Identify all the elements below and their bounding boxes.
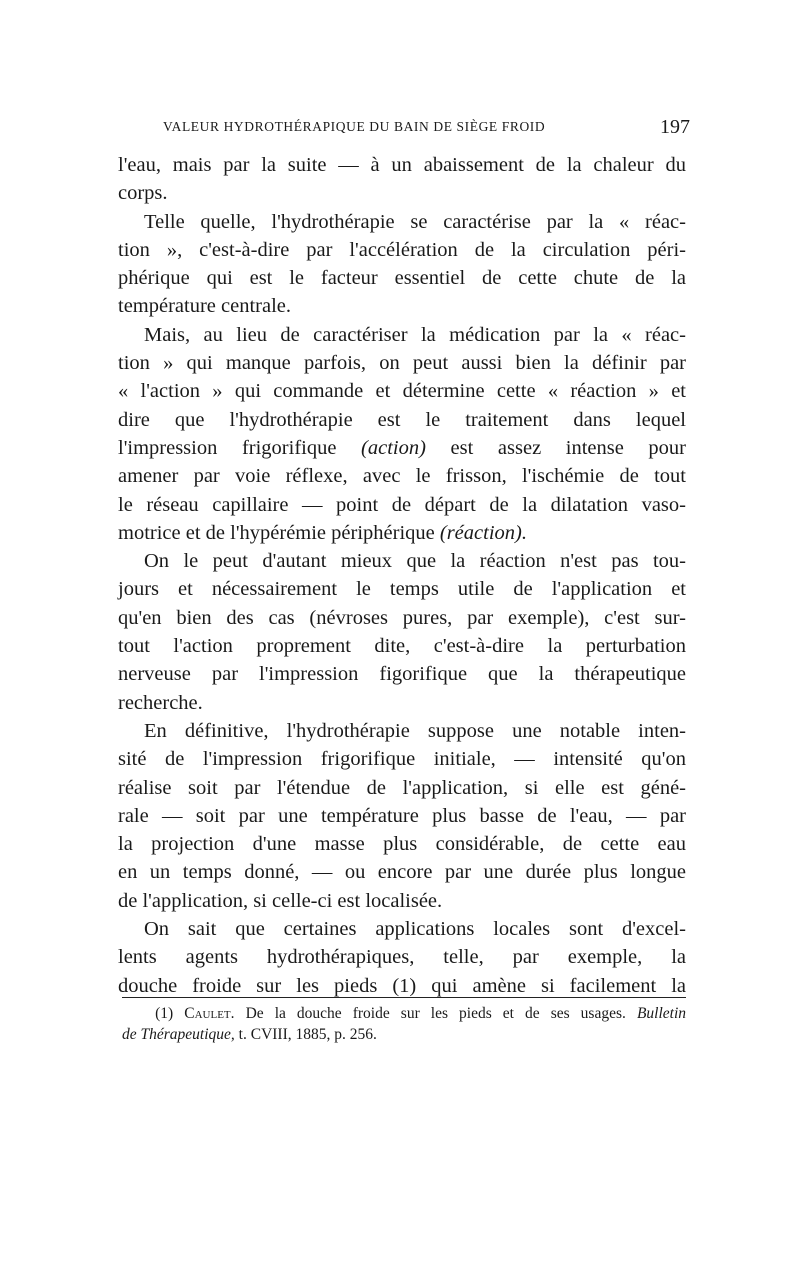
italic-term: (réaction). [439,521,527,544]
footnote-citation: t. CVIII, 1885, p. 256. [238,1026,377,1043]
text-line: Mais, au lieu de caractériser la médication par la « réac- [144,323,686,346]
footnote-line [122,1024,686,1045]
text-line: On sait que certaines applications locales sont d'excel- [144,918,686,941]
italic-term: (action) [361,436,426,459]
text-segment: motrice et de l'hypérémie périphérique [118,521,435,544]
body-text [118,151,686,1000]
running-header [163,116,690,138]
text-line: dire que l'hydrothérapie est le traitement dans lequel [118,408,686,431]
text-line: phérique qui est le facteur essentiel de cette chute de la [118,267,686,290]
footnote-divider [122,997,686,998]
text-line: On le peut d'autant mieux que la réaction n'est pas tou- [144,550,686,573]
running-title: VALEUR HYDROTHÉRAPIQUE DU BAIN DE SIÈGE FROID [163,119,546,134]
footnote-marker: (1) [155,1005,174,1022]
text-line: en un temps donné, — ou encore par une durée plus longue [118,861,686,884]
text-line: rale — soit par une température plus basse de l'eau, — par [118,804,686,827]
text-line: le réseau capillaire — point de départ de la dilatation vaso- [118,493,686,516]
footnote-journal: de Thérapeutique, [122,1026,235,1043]
text-line: douche froide sur les pieds (1) qui amène si facilement la [118,974,686,997]
text-line [118,434,686,462]
footnote-line [122,1003,686,1024]
footnote-author: Caulet. [184,1005,235,1022]
text-line: En définitive, l'hydrothérapie suppose une notable inten- [144,719,686,742]
text-line: l'eau, mais par la suite — à un abaissement de la chaleur du [118,154,686,176]
text-line: tion », c'est-à-dire par l'accélération de la circulation péri- [118,238,686,261]
text-line: recherche. [118,691,203,714]
footnote [122,1003,686,1045]
text-line: sité de l'impression frigorifique initiale, — intensité qu'on [118,748,686,771]
text-line: corps. [118,182,168,205]
text-line: de l'application, si celle-ci est localisée. [118,889,443,912]
text-line: lents agents hydrothérapiques, telle, par exemple, la [118,946,686,969]
text-line: jours et nécessairement le temps utile de l'application et [118,578,686,601]
text-line [118,519,686,547]
text-line: tout l'action proprement dite, c'est-à-dire la perturbation [118,635,686,658]
text-segment: est assez intense pour [450,436,686,459]
text-line: la projection d'une masse plus considérable, de cette eau [118,833,686,856]
text-line: température centrale. [118,295,291,318]
text-line: réalise soit par l'étendue de l'application, si elle est géné- [118,776,686,799]
text-segment: l'impression frigorifique [118,436,337,459]
text-line: qu'en bien des cas (névroses pures, par exemple), c'est sur- [118,606,686,629]
page-number: 197 [660,116,690,138]
text-line: Telle quelle, l'hydrothérapie se caractérise par la « réac- [144,210,686,233]
text-line: nerveuse par l'impression figorifique que la thérapeutique [118,663,686,686]
text-line: tion » qui manque parfois, on peut aussi bien la définir par [118,352,686,375]
footnote-journal: Bulletin [636,1005,687,1022]
footnote-text: De la douche froide sur les pieds et de ses usages. [245,1005,626,1022]
text-line: amener par voie réflexe, avec le frisson, l'ischémie de tout [118,465,686,488]
text-line: « l'action » qui commande et détermine cette « réaction » et [118,380,686,403]
